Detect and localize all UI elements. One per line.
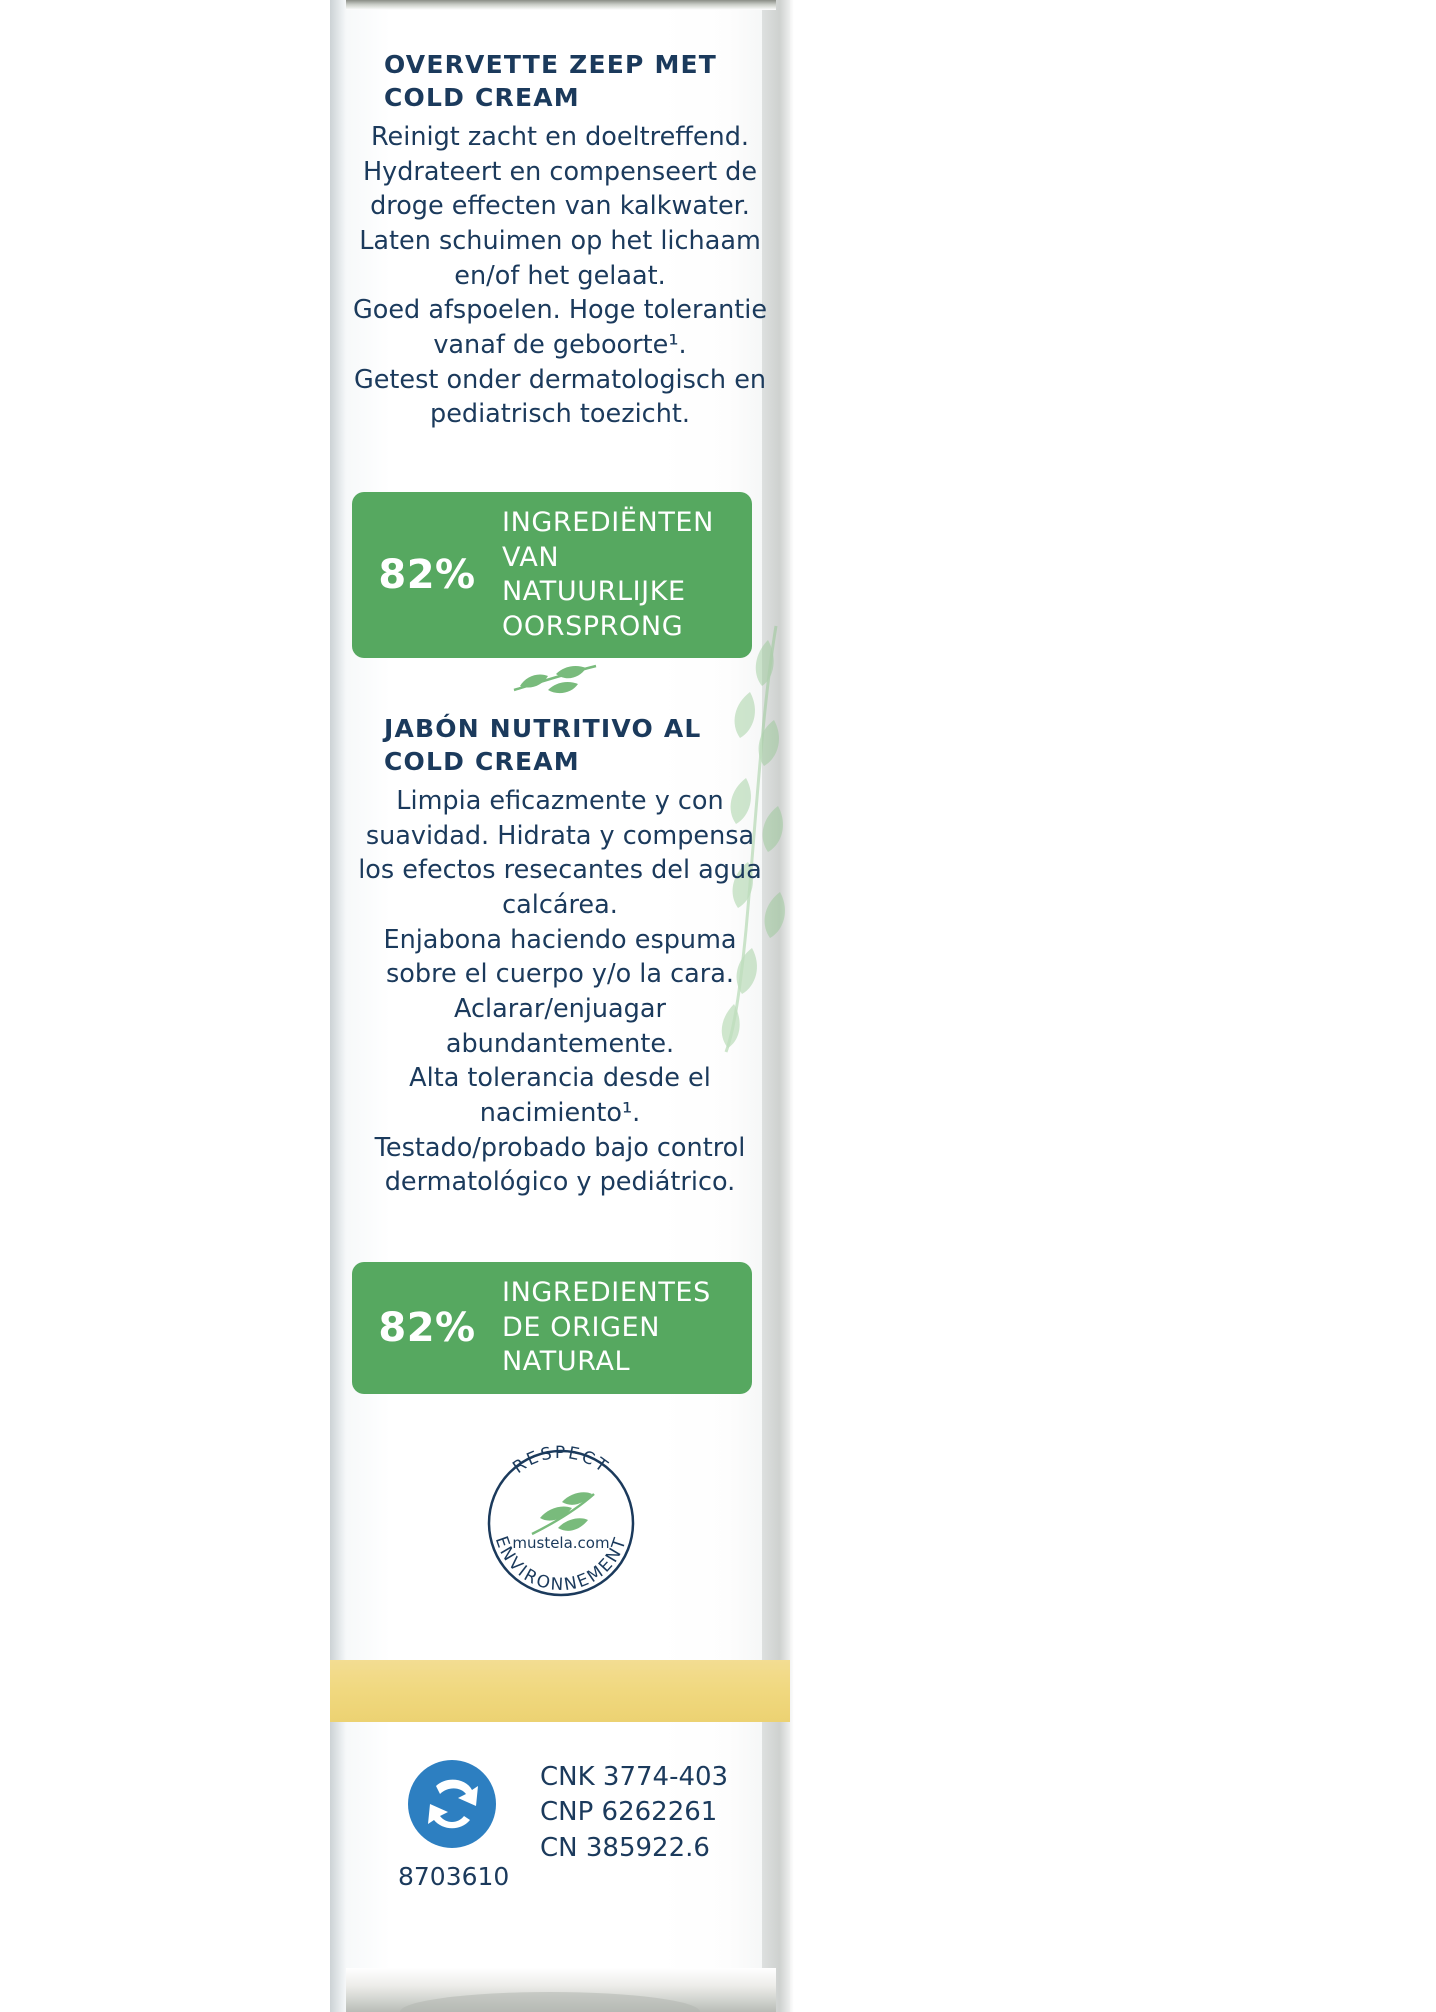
recycling-point-icon	[400, 1752, 504, 1856]
spanish-badge-percent: 82%	[378, 1304, 476, 1351]
dutch-line: droge effecten van kalkwater.	[370, 191, 750, 222]
dutch-line: Reinigt zacht en doeltreffend.	[370, 122, 750, 152]
recycle-number: 8703610	[398, 1862, 510, 1891]
dutch-natural-ingredients-badge	[352, 492, 752, 658]
spanish-line: Testado/probado bajo control	[374, 1132, 746, 1163]
dutch-badge-percent: 82%	[378, 552, 476, 599]
svg-text:RESPECT: RESPECT	[509, 1442, 613, 1478]
panel-spanish	[350, 712, 770, 1200]
dutch-line: Laten schuimen op het lichaam	[359, 226, 761, 257]
spanish-line: calcárea.	[502, 890, 618, 921]
dutch-line: Getest onder dermatologisch en	[353, 364, 767, 395]
package-top-flap	[346, 0, 776, 10]
code-line: CN 385922.6	[540, 1832, 710, 1863]
panel-dutch	[350, 48, 770, 432]
spanish-heading: JABÓN NUTRITIVO AL COLD CREAM	[384, 714, 702, 776]
spanish-line: Alta tolerancia desde el	[409, 1063, 711, 1094]
spanish-line: Aclarar/enjuagar	[454, 994, 666, 1025]
yellow-accent-band	[330, 1660, 790, 1722]
code-line: CNP 6262261	[540, 1797, 718, 1828]
dutch-line: Hydrateert en compenseert de	[362, 156, 758, 187]
spanish-body	[350, 784, 770, 1200]
spanish-line: sobre el cuerpo y/o la cara.	[386, 959, 734, 990]
spanish-line: dermatológico y pediátrico.	[384, 1167, 736, 1198]
dutch-line: pediatrisch toezicht.	[430, 399, 690, 430]
spanish-line: nacimiento¹.	[479, 1098, 641, 1129]
dutch-line: en/of het gelaat.	[454, 260, 666, 291]
respect-environnement-stamp	[470, 1432, 652, 1614]
dutch-heading: OVERVETTE ZEEP MET COLD CREAM	[384, 50, 718, 112]
product-codes	[540, 1760, 728, 1866]
spanish-line: los efectos resecantes del agua	[358, 855, 762, 886]
dutch-badge-claim: INGREDIËNTEN VAN NATUURLIJKE OORSPRONG	[502, 507, 714, 642]
svg-text:ENVIRONNEMENT: ENVIRONNEMENT	[490, 1533, 632, 1596]
spanish-natural-ingredients-badge	[352, 1262, 752, 1394]
dutch-line: vanaf de geboorte¹.	[433, 330, 687, 361]
leaf-divider-icon	[500, 660, 610, 700]
spanish-line: Limpia eficazmente y con	[396, 786, 724, 816]
dutch-line: Goed afspoelen. Hoge tolerantie	[352, 295, 768, 326]
dutch-body	[350, 120, 770, 432]
spanish-line: abundantemente.	[445, 1028, 675, 1059]
spanish-line: suavidad. Hidrata y compensa	[365, 820, 755, 851]
svg-text:mustela.com: mustela.com	[512, 1534, 610, 1552]
spanish-badge-claim: INGREDIENTES DE ORIGEN NATURAL	[502, 1277, 711, 1378]
code-line: CNK 3774-403	[540, 1762, 729, 1792]
spanish-line: Enjabona haciendo espuma	[383, 924, 737, 955]
